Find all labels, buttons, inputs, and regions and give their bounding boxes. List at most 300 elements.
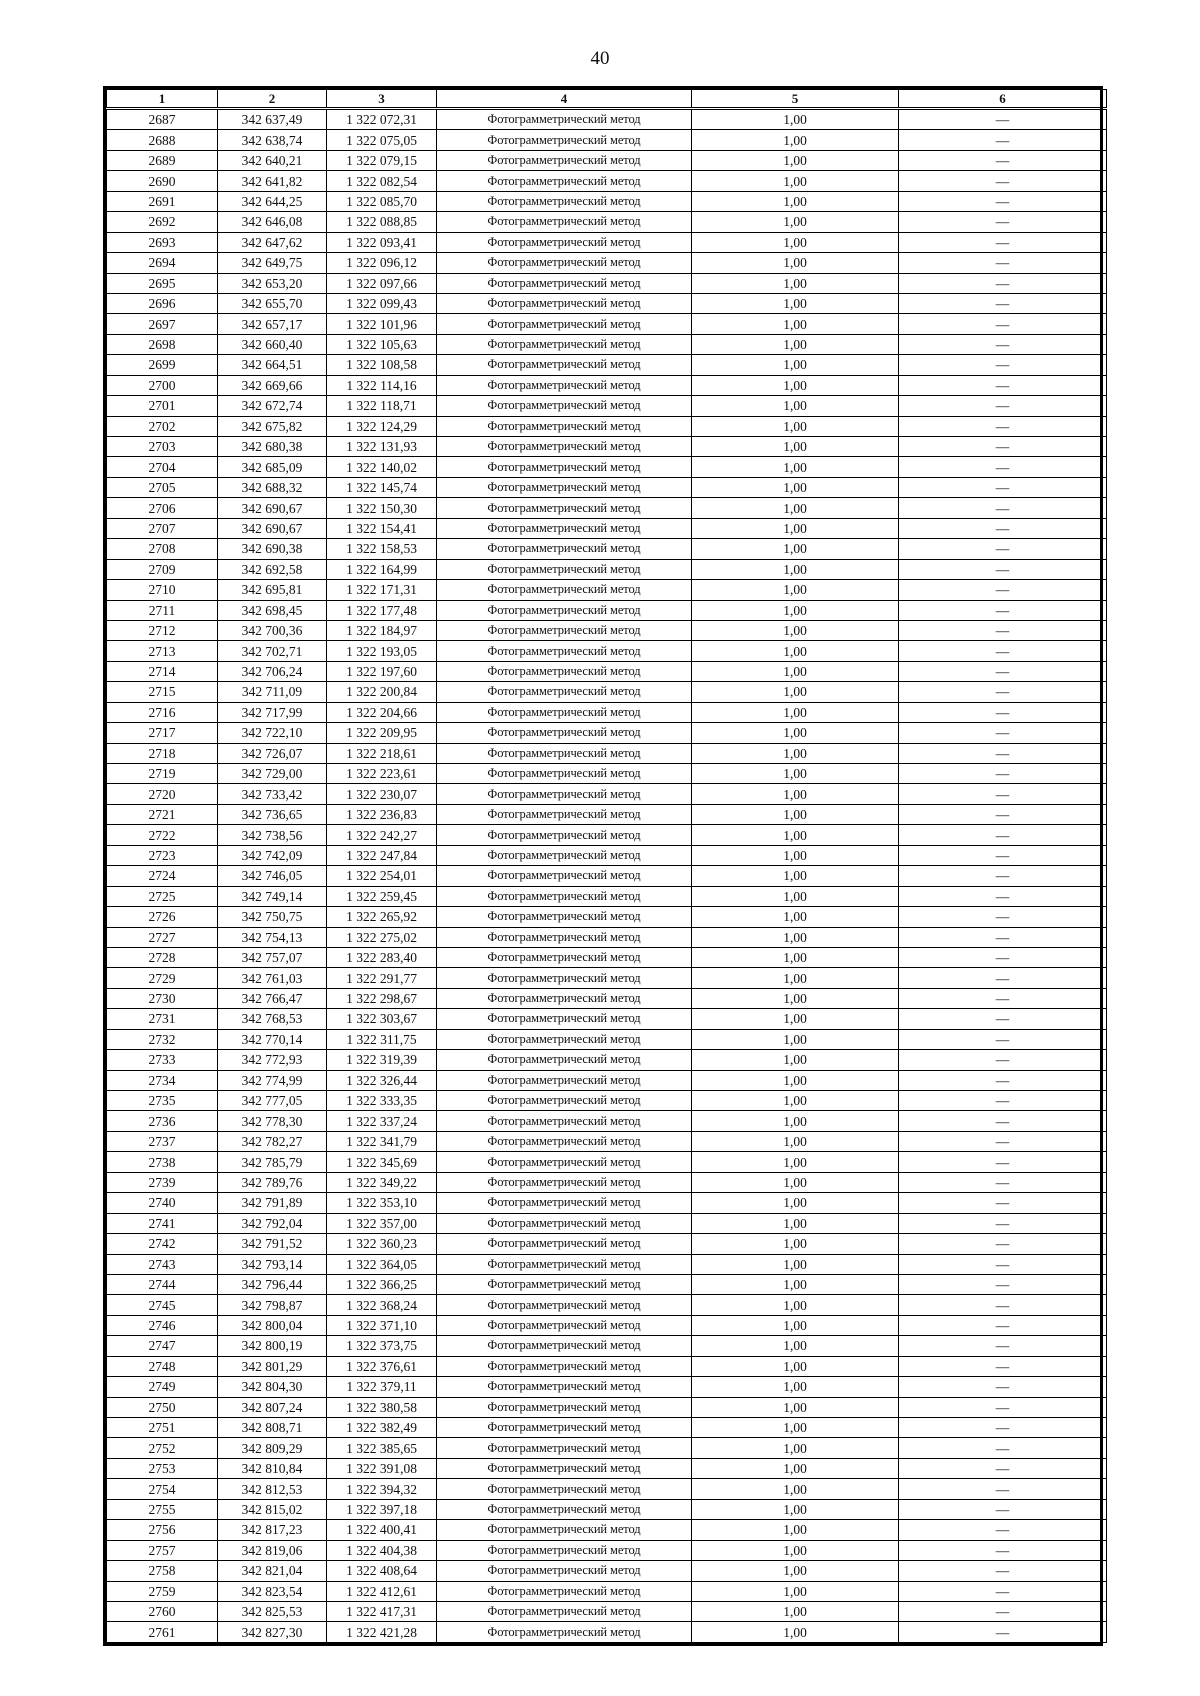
method-cell: Фотограмметрический метод: [437, 1499, 692, 1519]
accuracy-cell: 1,00: [692, 498, 899, 518]
note-cell: —: [899, 600, 1107, 620]
x-coordinate-cell: 342 690,38: [218, 539, 327, 559]
accuracy-cell: 1,00: [692, 1050, 899, 1070]
accuracy-cell: 1,00: [692, 1479, 899, 1499]
y-coordinate-cell: 1 322 412,61: [327, 1581, 437, 1601]
note-cell: —: [899, 1561, 1107, 1581]
x-coordinate-cell: 342 675,82: [218, 416, 327, 436]
y-coordinate-cell: 1 322 145,74: [327, 477, 437, 497]
table-row: [107, 845, 1107, 865]
table-row: [107, 580, 1107, 600]
x-coordinate-cell: 342 772,93: [218, 1050, 327, 1070]
point-number-cell: 2748: [107, 1356, 218, 1376]
accuracy-cell: 1,00: [692, 661, 899, 681]
y-coordinate-cell: 1 322 131,93: [327, 437, 437, 457]
y-coordinate-cell: 1 322 421,28: [327, 1622, 437, 1642]
note-cell: —: [899, 273, 1107, 293]
accuracy-cell: 1,00: [692, 1540, 899, 1560]
accuracy-cell: 1,00: [692, 314, 899, 334]
note-cell: —: [899, 109, 1107, 130]
y-coordinate-cell: 1 322 197,60: [327, 661, 437, 681]
table-row: [107, 1520, 1107, 1540]
table-row: [107, 641, 1107, 661]
note-cell: —: [899, 1009, 1107, 1029]
method-cell: Фотограмметрический метод: [437, 375, 692, 395]
accuracy-cell: 1,00: [692, 804, 899, 824]
point-number-cell: 2708: [107, 539, 218, 559]
y-coordinate-cell: 1 322 337,24: [327, 1111, 437, 1131]
accuracy-cell: 1,00: [692, 1029, 899, 1049]
note-cell: —: [899, 1234, 1107, 1254]
x-coordinate-cell: 342 823,54: [218, 1581, 327, 1601]
method-cell: Фотограмметрический метод: [437, 988, 692, 1008]
x-coordinate-cell: 342 761,03: [218, 968, 327, 988]
y-coordinate-cell: 1 322 247,84: [327, 845, 437, 865]
y-coordinate-cell: 1 322 164,99: [327, 559, 437, 579]
accuracy-cell: 1,00: [692, 457, 899, 477]
point-number-cell: 2720: [107, 784, 218, 804]
table-row: [107, 1050, 1107, 1070]
note-cell: —: [899, 641, 1107, 661]
point-number-cell: 2740: [107, 1193, 218, 1213]
method-cell: Фотограмметрический метод: [437, 416, 692, 436]
accuracy-cell: 1,00: [692, 518, 899, 538]
x-coordinate-cell: 342 825,53: [218, 1601, 327, 1621]
point-number-cell: 2746: [107, 1315, 218, 1335]
method-cell: Фотограмметрический метод: [437, 171, 692, 191]
note-cell: —: [899, 559, 1107, 579]
accuracy-cell: 1,00: [692, 375, 899, 395]
accuracy-cell: 1,00: [692, 477, 899, 497]
method-cell: Фотограмметрический метод: [437, 212, 692, 232]
method-cell: Фотограмметрический метод: [437, 273, 692, 293]
method-cell: Фотограмметрический метод: [437, 580, 692, 600]
x-coordinate-cell: 342 649,75: [218, 253, 327, 273]
table-row: [107, 1193, 1107, 1213]
method-cell: Фотограмметрический метод: [437, 1152, 692, 1172]
accuracy-cell: 1,00: [692, 702, 899, 722]
note-cell: —: [899, 334, 1107, 354]
y-coordinate-cell: 1 322 096,12: [327, 253, 437, 273]
y-coordinate-cell: 1 322 209,95: [327, 723, 437, 743]
point-number-cell: 2691: [107, 191, 218, 211]
method-cell: Фотограмметрический метод: [437, 437, 692, 457]
table-row: [107, 293, 1107, 313]
accuracy-cell: 1,00: [692, 253, 899, 273]
x-coordinate-cell: 342 766,47: [218, 988, 327, 1008]
accuracy-cell: 1,00: [692, 1274, 899, 1294]
page-number: 40: [590, 48, 610, 69]
point-number-cell: 2713: [107, 641, 218, 661]
point-number-cell: 2697: [107, 314, 218, 334]
point-number-cell: 2733: [107, 1050, 218, 1070]
x-coordinate-cell: 342 638,74: [218, 130, 327, 150]
column-header-6: 6: [899, 90, 1107, 109]
y-coordinate-cell: 1 322 079,15: [327, 150, 437, 170]
note-cell: —: [899, 968, 1107, 988]
y-coordinate-cell: 1 322 082,54: [327, 171, 437, 191]
point-number-cell: 2700: [107, 375, 218, 395]
note-cell: —: [899, 375, 1107, 395]
x-coordinate-cell: 342 726,07: [218, 743, 327, 763]
x-coordinate-cell: 342 685,09: [218, 457, 327, 477]
y-coordinate-cell: 1 322 311,75: [327, 1029, 437, 1049]
x-coordinate-cell: 342 754,13: [218, 927, 327, 947]
method-cell: Фотограмметрический метод: [437, 293, 692, 313]
method-cell: Фотограмметрический метод: [437, 825, 692, 845]
y-coordinate-cell: 1 322 333,35: [327, 1091, 437, 1111]
y-coordinate-cell: 1 322 193,05: [327, 641, 437, 661]
y-coordinate-cell: 1 322 385,65: [327, 1438, 437, 1458]
accuracy-cell: 1,00: [692, 1131, 899, 1151]
method-cell: Фотограмметрический метод: [437, 1274, 692, 1294]
y-coordinate-cell: 1 322 171,31: [327, 580, 437, 600]
note-cell: —: [899, 518, 1107, 538]
method-cell: Фотограмметрический метод: [437, 518, 692, 538]
x-coordinate-cell: 342 672,74: [218, 396, 327, 416]
table-row: [107, 1234, 1107, 1254]
note-cell: —: [899, 1193, 1107, 1213]
method-cell: Фотограмметрический метод: [437, 1622, 692, 1642]
accuracy-cell: 1,00: [692, 866, 899, 886]
accuracy-cell: 1,00: [692, 600, 899, 620]
table-row: [107, 477, 1107, 497]
note-cell: —: [899, 416, 1107, 436]
x-coordinate-cell: 342 717,99: [218, 702, 327, 722]
table-row: [107, 661, 1107, 681]
table-row: [107, 130, 1107, 150]
note-cell: —: [899, 1601, 1107, 1621]
note-cell: —: [899, 743, 1107, 763]
point-number-cell: 2753: [107, 1458, 218, 1478]
accuracy-cell: 1,00: [692, 334, 899, 354]
method-cell: Фотограмметрический метод: [437, 1377, 692, 1397]
x-coordinate-cell: 342 706,24: [218, 661, 327, 681]
note-cell: —: [899, 1254, 1107, 1274]
note-cell: —: [899, 1479, 1107, 1499]
y-coordinate-cell: 1 322 072,31: [327, 109, 437, 130]
x-coordinate-cell: 342 729,00: [218, 764, 327, 784]
method-cell: Фотограмметрический метод: [437, 784, 692, 804]
method-cell: Фотограмметрический метод: [437, 723, 692, 743]
x-coordinate-cell: 342 777,05: [218, 1091, 327, 1111]
y-coordinate-cell: 1 322 394,32: [327, 1479, 437, 1499]
table-row: [107, 1601, 1107, 1621]
note-cell: —: [899, 1397, 1107, 1417]
x-coordinate-cell: 342 688,32: [218, 477, 327, 497]
point-number-cell: 2756: [107, 1520, 218, 1540]
point-number-cell: 2728: [107, 947, 218, 967]
x-coordinate-cell: 342 722,10: [218, 723, 327, 743]
table-row: [107, 273, 1107, 293]
y-coordinate-cell: 1 322 085,70: [327, 191, 437, 211]
x-coordinate-cell: 342 660,40: [218, 334, 327, 354]
note-cell: —: [899, 947, 1107, 967]
method-cell: Фотограмметрический метод: [437, 764, 692, 784]
accuracy-cell: 1,00: [692, 1458, 899, 1478]
method-cell: Фотограмметрический метод: [437, 1234, 692, 1254]
table-row: [107, 702, 1107, 722]
note-cell: —: [899, 1418, 1107, 1438]
accuracy-cell: 1,00: [692, 1561, 899, 1581]
note-cell: —: [899, 661, 1107, 681]
table-row: [107, 886, 1107, 906]
method-cell: Фотограмметрический метод: [437, 1029, 692, 1049]
note-cell: —: [899, 702, 1107, 722]
accuracy-cell: 1,00: [692, 988, 899, 1008]
table-row: [107, 498, 1107, 518]
x-coordinate-cell: 342 757,07: [218, 947, 327, 967]
accuracy-cell: 1,00: [692, 764, 899, 784]
y-coordinate-cell: 1 322 408,64: [327, 1561, 437, 1581]
method-cell: Фотограмметрический метод: [437, 1111, 692, 1131]
x-coordinate-cell: 342 750,75: [218, 907, 327, 927]
y-coordinate-cell: 1 322 404,38: [327, 1540, 437, 1560]
method-cell: Фотограмметрический метод: [437, 1540, 692, 1560]
method-cell: Фотограмметрический метод: [437, 1561, 692, 1581]
point-number-cell: 2703: [107, 437, 218, 457]
point-number-cell: 2709: [107, 559, 218, 579]
y-coordinate-cell: 1 322 114,16: [327, 375, 437, 395]
table-row: [107, 1315, 1107, 1335]
point-number-cell: 2758: [107, 1561, 218, 1581]
note-cell: —: [899, 457, 1107, 477]
accuracy-cell: 1,00: [692, 191, 899, 211]
x-coordinate-cell: 342 807,24: [218, 1397, 327, 1417]
x-coordinate-cell: 342 646,08: [218, 212, 327, 232]
table-row: [107, 1152, 1107, 1172]
accuracy-cell: 1,00: [692, 1172, 899, 1192]
y-coordinate-cell: 1 322 204,66: [327, 702, 437, 722]
method-cell: Фотограмметрический метод: [437, 1315, 692, 1335]
x-coordinate-cell: 342 791,89: [218, 1193, 327, 1213]
table-row: [107, 723, 1107, 743]
note-cell: —: [899, 1050, 1107, 1070]
accuracy-cell: 1,00: [692, 130, 899, 150]
y-coordinate-cell: 1 322 105,63: [327, 334, 437, 354]
y-coordinate-cell: 1 322 341,79: [327, 1131, 437, 1151]
note-cell: —: [899, 1091, 1107, 1111]
accuracy-cell: 1,00: [692, 1111, 899, 1131]
method-cell: Фотограмметрический метод: [437, 498, 692, 518]
method-cell: Фотограмметрический метод: [437, 1479, 692, 1499]
point-number-cell: 2739: [107, 1172, 218, 1192]
note-cell: —: [899, 1213, 1107, 1233]
note-cell: —: [899, 232, 1107, 252]
table-row: [107, 784, 1107, 804]
y-coordinate-cell: 1 322 108,58: [327, 355, 437, 375]
x-coordinate-cell: 342 647,62: [218, 232, 327, 252]
x-coordinate-cell: 342 700,36: [218, 620, 327, 640]
x-coordinate-cell: 342 738,56: [218, 825, 327, 845]
table-row: [107, 1172, 1107, 1192]
x-coordinate-cell: 342 768,53: [218, 1009, 327, 1029]
method-cell: Фотограмметрический метод: [437, 661, 692, 681]
y-coordinate-cell: 1 322 298,67: [327, 988, 437, 1008]
x-coordinate-cell: 342 749,14: [218, 886, 327, 906]
point-number-cell: 2726: [107, 907, 218, 927]
point-number-cell: 2742: [107, 1234, 218, 1254]
accuracy-cell: 1,00: [692, 845, 899, 865]
accuracy-cell: 1,00: [692, 1601, 899, 1621]
method-cell: Фотограмметрический метод: [437, 539, 692, 559]
accuracy-cell: 1,00: [692, 1213, 899, 1233]
y-coordinate-cell: 1 322 397,18: [327, 1499, 437, 1519]
table-row: [107, 1356, 1107, 1376]
method-cell: Фотограмметрический метод: [437, 1397, 692, 1417]
y-coordinate-cell: 1 322 371,10: [327, 1315, 437, 1335]
method-cell: Фотограмметрический метод: [437, 743, 692, 763]
note-cell: —: [899, 539, 1107, 559]
y-coordinate-cell: 1 322 150,30: [327, 498, 437, 518]
point-number-cell: 2716: [107, 702, 218, 722]
point-number-cell: 2698: [107, 334, 218, 354]
accuracy-cell: 1,00: [692, 293, 899, 313]
x-coordinate-cell: 342 801,29: [218, 1356, 327, 1376]
method-cell: Фотограмметрический метод: [437, 334, 692, 354]
table-row: [107, 764, 1107, 784]
y-coordinate-cell: 1 322 140,02: [327, 457, 437, 477]
point-number-cell: 2718: [107, 743, 218, 763]
point-number-cell: 2747: [107, 1336, 218, 1356]
point-number-cell: 2727: [107, 927, 218, 947]
accuracy-cell: 1,00: [692, 171, 899, 191]
method-cell: Фотограмметрический метод: [437, 1418, 692, 1438]
x-coordinate-cell: 342 808,71: [218, 1418, 327, 1438]
accuracy-cell: 1,00: [692, 416, 899, 436]
method-cell: Фотограмметрический метод: [437, 1295, 692, 1315]
y-coordinate-cell: 1 322 319,39: [327, 1050, 437, 1070]
method-cell: Фотограмметрический метод: [437, 396, 692, 416]
method-cell: Фотограмметрический метод: [437, 845, 692, 865]
x-coordinate-cell: 342 640,21: [218, 150, 327, 170]
y-coordinate-cell: 1 322 291,77: [327, 968, 437, 988]
x-coordinate-cell: 342 690,67: [218, 518, 327, 538]
table-row: [107, 437, 1107, 457]
table-row: [107, 109, 1107, 130]
table-row: [107, 1254, 1107, 1274]
point-number-cell: 2721: [107, 804, 218, 824]
point-number-cell: 2730: [107, 988, 218, 1008]
table-row: [107, 988, 1107, 1008]
point-number-cell: 2725: [107, 886, 218, 906]
note-cell: —: [899, 396, 1107, 416]
method-cell: Фотограмметрический метод: [437, 191, 692, 211]
y-coordinate-cell: 1 322 364,05: [327, 1254, 437, 1274]
point-number-cell: 2689: [107, 150, 218, 170]
accuracy-cell: 1,00: [692, 825, 899, 845]
point-number-cell: 2705: [107, 477, 218, 497]
method-cell: Фотограмметрический метод: [437, 1091, 692, 1111]
point-number-cell: 2688: [107, 130, 218, 150]
accuracy-cell: 1,00: [692, 580, 899, 600]
point-number-cell: 2752: [107, 1438, 218, 1458]
x-coordinate-cell: 342 637,49: [218, 109, 327, 130]
table-row: [107, 947, 1107, 967]
method-cell: Фотограмметрический метод: [437, 641, 692, 661]
x-coordinate-cell: 342 804,30: [218, 1377, 327, 1397]
method-cell: Фотограмметрический метод: [437, 232, 692, 252]
y-coordinate-cell: 1 322 376,61: [327, 1356, 437, 1376]
table-row: [107, 1111, 1107, 1131]
accuracy-cell: 1,00: [692, 539, 899, 559]
y-coordinate-cell: 1 322 158,53: [327, 539, 437, 559]
method-cell: Фотограмметрический метод: [437, 457, 692, 477]
note-cell: —: [899, 580, 1107, 600]
method-cell: Фотограмметрический метод: [437, 1193, 692, 1213]
table-row: [107, 1070, 1107, 1090]
table-row: [107, 825, 1107, 845]
method-cell: Фотограмметрический метод: [437, 947, 692, 967]
accuracy-cell: 1,00: [692, 1356, 899, 1376]
note-cell: —: [899, 130, 1107, 150]
point-number-cell: 2712: [107, 620, 218, 640]
y-coordinate-cell: 1 322 177,48: [327, 600, 437, 620]
accuracy-cell: 1,00: [692, 968, 899, 988]
x-coordinate-cell: 342 798,87: [218, 1295, 327, 1315]
method-cell: Фотограмметрический метод: [437, 886, 692, 906]
point-number-cell: 2687: [107, 109, 218, 130]
y-coordinate-cell: 1 322 099,43: [327, 293, 437, 313]
note-cell: —: [899, 886, 1107, 906]
note-cell: —: [899, 191, 1107, 211]
note-cell: —: [899, 1540, 1107, 1560]
point-number-cell: 2761: [107, 1622, 218, 1642]
point-number-cell: 2738: [107, 1152, 218, 1172]
accuracy-cell: 1,00: [692, 1438, 899, 1458]
point-number-cell: 2744: [107, 1274, 218, 1294]
y-coordinate-cell: 1 322 154,41: [327, 518, 437, 538]
table-row: [107, 682, 1107, 702]
method-cell: Фотограмметрический метод: [437, 1581, 692, 1601]
table-row: [107, 150, 1107, 170]
method-cell: Фотограмметрический метод: [437, 1172, 692, 1192]
method-cell: Фотограмметрический метод: [437, 968, 692, 988]
x-coordinate-cell: 342 657,17: [218, 314, 327, 334]
table-row: [107, 1479, 1107, 1499]
note-cell: —: [899, 1274, 1107, 1294]
point-number-cell: 2694: [107, 253, 218, 273]
point-number-cell: 2729: [107, 968, 218, 988]
note-cell: —: [899, 1356, 1107, 1376]
accuracy-cell: 1,00: [692, 1315, 899, 1335]
column-header-1: 1: [107, 90, 218, 109]
x-coordinate-cell: 342 698,45: [218, 600, 327, 620]
note-cell: —: [899, 682, 1107, 702]
x-coordinate-cell: 342 680,38: [218, 437, 327, 457]
accuracy-cell: 1,00: [692, 1091, 899, 1111]
point-number-cell: 2695: [107, 273, 218, 293]
method-cell: Фотограмметрический метод: [437, 1438, 692, 1458]
note-cell: —: [899, 1499, 1107, 1519]
accuracy-cell: 1,00: [692, 1152, 899, 1172]
table-row: [107, 1009, 1107, 1029]
method-cell: Фотограмметрический метод: [437, 1070, 692, 1090]
point-number-cell: 2751: [107, 1418, 218, 1438]
note-cell: —: [899, 1438, 1107, 1458]
point-number-cell: 2701: [107, 396, 218, 416]
method-cell: Фотограмметрический метод: [437, 620, 692, 640]
x-coordinate-cell: 342 770,14: [218, 1029, 327, 1049]
note-cell: —: [899, 1295, 1107, 1315]
method-cell: Фотограмметрический метод: [437, 1520, 692, 1540]
coordinates-table: [106, 89, 1107, 1643]
note-cell: —: [899, 314, 1107, 334]
note-cell: —: [899, 927, 1107, 947]
table-row: [107, 927, 1107, 947]
note-cell: —: [899, 988, 1107, 1008]
point-number-cell: 2750: [107, 1397, 218, 1417]
